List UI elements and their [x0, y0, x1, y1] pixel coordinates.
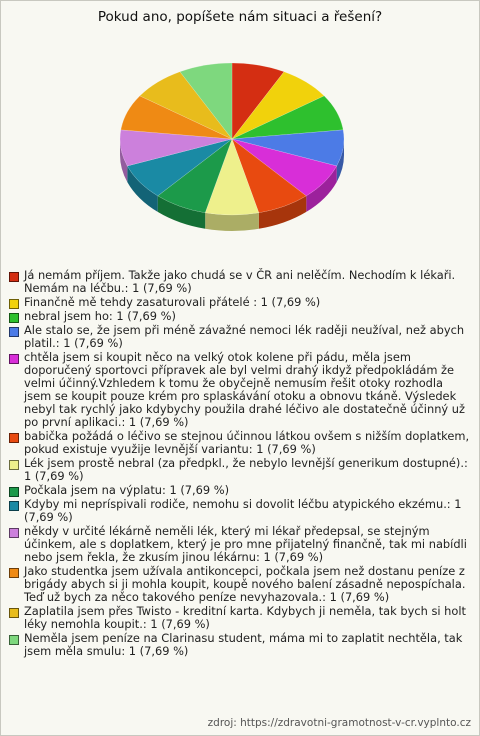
legend-label: Ale stalo se, že jsem při méně závažné nemoci lék raději neužíval, než abych platil.: 1 (7,69 %)	[24, 323, 465, 350]
legend-swatch	[9, 568, 19, 578]
legend-swatch	[9, 608, 19, 618]
legend-swatch	[9, 272, 19, 282]
legend-label: Lék jsem prostě nebral (za předpkl., že nebylo levnější generikum dostupné).: 1 (7,69 %)	[24, 456, 468, 483]
legend-label: Jako studentka jsem užívala antikoncepci, počkala jsem než dostanu peníze z brigády abych si ji mohla koupit, koupě nového balení zásadně nepospíchala. Teď už bych za něco takového peníze nevyhazovala.: 1 (7,69 %)	[24, 564, 466, 604]
legend-label: někdy v určité lékárně neměli lék, který mi lékař předepsal, se stejným účinkem, ale s doplatkem, který je pro mne přijatelný finančně, tak mi nabídli nebo jsem řekla, že zkusím jinou lékárnu: 1 (7,69 %)	[24, 524, 467, 564]
legend-item	[9, 484, 471, 497]
chart-legend	[9, 269, 471, 659]
legend-item	[9, 351, 471, 429]
pie-side-7	[205, 213, 259, 231]
legend-item	[9, 457, 471, 483]
legend-item	[9, 310, 471, 323]
chart-title: Pokud ano, popíšete nám situaci a řešení?	[97, 9, 383, 25]
legend-item	[9, 498, 471, 524]
legend-swatch	[9, 460, 19, 470]
legend-label: Počkala jsem na výplatu: 1 (7,69 %)	[24, 483, 230, 497]
legend-item	[9, 269, 471, 295]
source-note: zdroj: https://zdravotni-gramotnost-v-cr.vyplnto.cz	[207, 717, 471, 729]
legend-item	[9, 565, 471, 604]
legend-swatch	[9, 433, 19, 443]
legend-swatch	[9, 299, 19, 309]
legend-swatch	[9, 635, 19, 645]
legend-swatch	[9, 313, 19, 323]
legend-swatch	[9, 501, 19, 511]
legend-label: Já nemám příjem. Takže jako chudá se v ČR ani nelěčím. Nechodím k lékaři. Nemám na léčbu.: 1 (7,69 %)	[24, 268, 456, 295]
legend-swatch	[9, 354, 19, 364]
legend-label: nebral jsem ho: 1 (7,69 %)	[24, 309, 176, 323]
legend-label: Zaplatila jsem přes Twisto - kreditní karta. Kdybych ji neměla, tak bych si holt léky nemohla koupit.: 1 (7,69 %)	[24, 604, 466, 631]
legend-swatch	[9, 487, 19, 497]
legend-item	[9, 430, 471, 456]
legend-item	[9, 296, 471, 309]
legend-label: Finančně mě tehdy zasaturovali přátelé : 1 (7,69 %)	[24, 295, 321, 309]
legend-item	[9, 525, 471, 564]
pie-chart	[97, 47, 367, 247]
legend-item	[9, 605, 471, 631]
legend-label: chtěla jsem si koupit něco na velký otok kolene při pádu, měla jsem doporučený sportovci přípravek ale byl velmi drahý ikdyž předpokládám že velmi účinný.Vzhledem k tomu že obyčejně nemusím řešit otoky rozhodla jsem se koupit pouze krém pro splaskávání otoku a obnovu tkáně. Výsledek nebyl tak rychlý jako kdybychy použila drahé léčivo ale dostatečně účinný už po první aplikaci.: 1 (7,69 %)	[24, 350, 465, 429]
legend-item	[9, 632, 471, 658]
legend-item	[9, 324, 471, 350]
legend-swatch	[9, 528, 19, 538]
legend-label: babička požádá o léčivo se stejnou účinnou látkou ovšem s nižším doplatkem, pokud existuje využije levnější variantu: 1 (7,69 %)	[24, 429, 470, 456]
legend-swatch	[9, 327, 19, 337]
legend-label: Kdyby mi nepríspivali rodiče, nemohu si dovolit léčbu atypického ekzému.: 1 (7,69 %)	[24, 497, 462, 524]
legend-label: Neměla jsem peníze na Clarinasu student, máma mi to zaplatit nechtěla, tak jsem měla smulu: 1 (7,69 %)	[24, 631, 463, 658]
